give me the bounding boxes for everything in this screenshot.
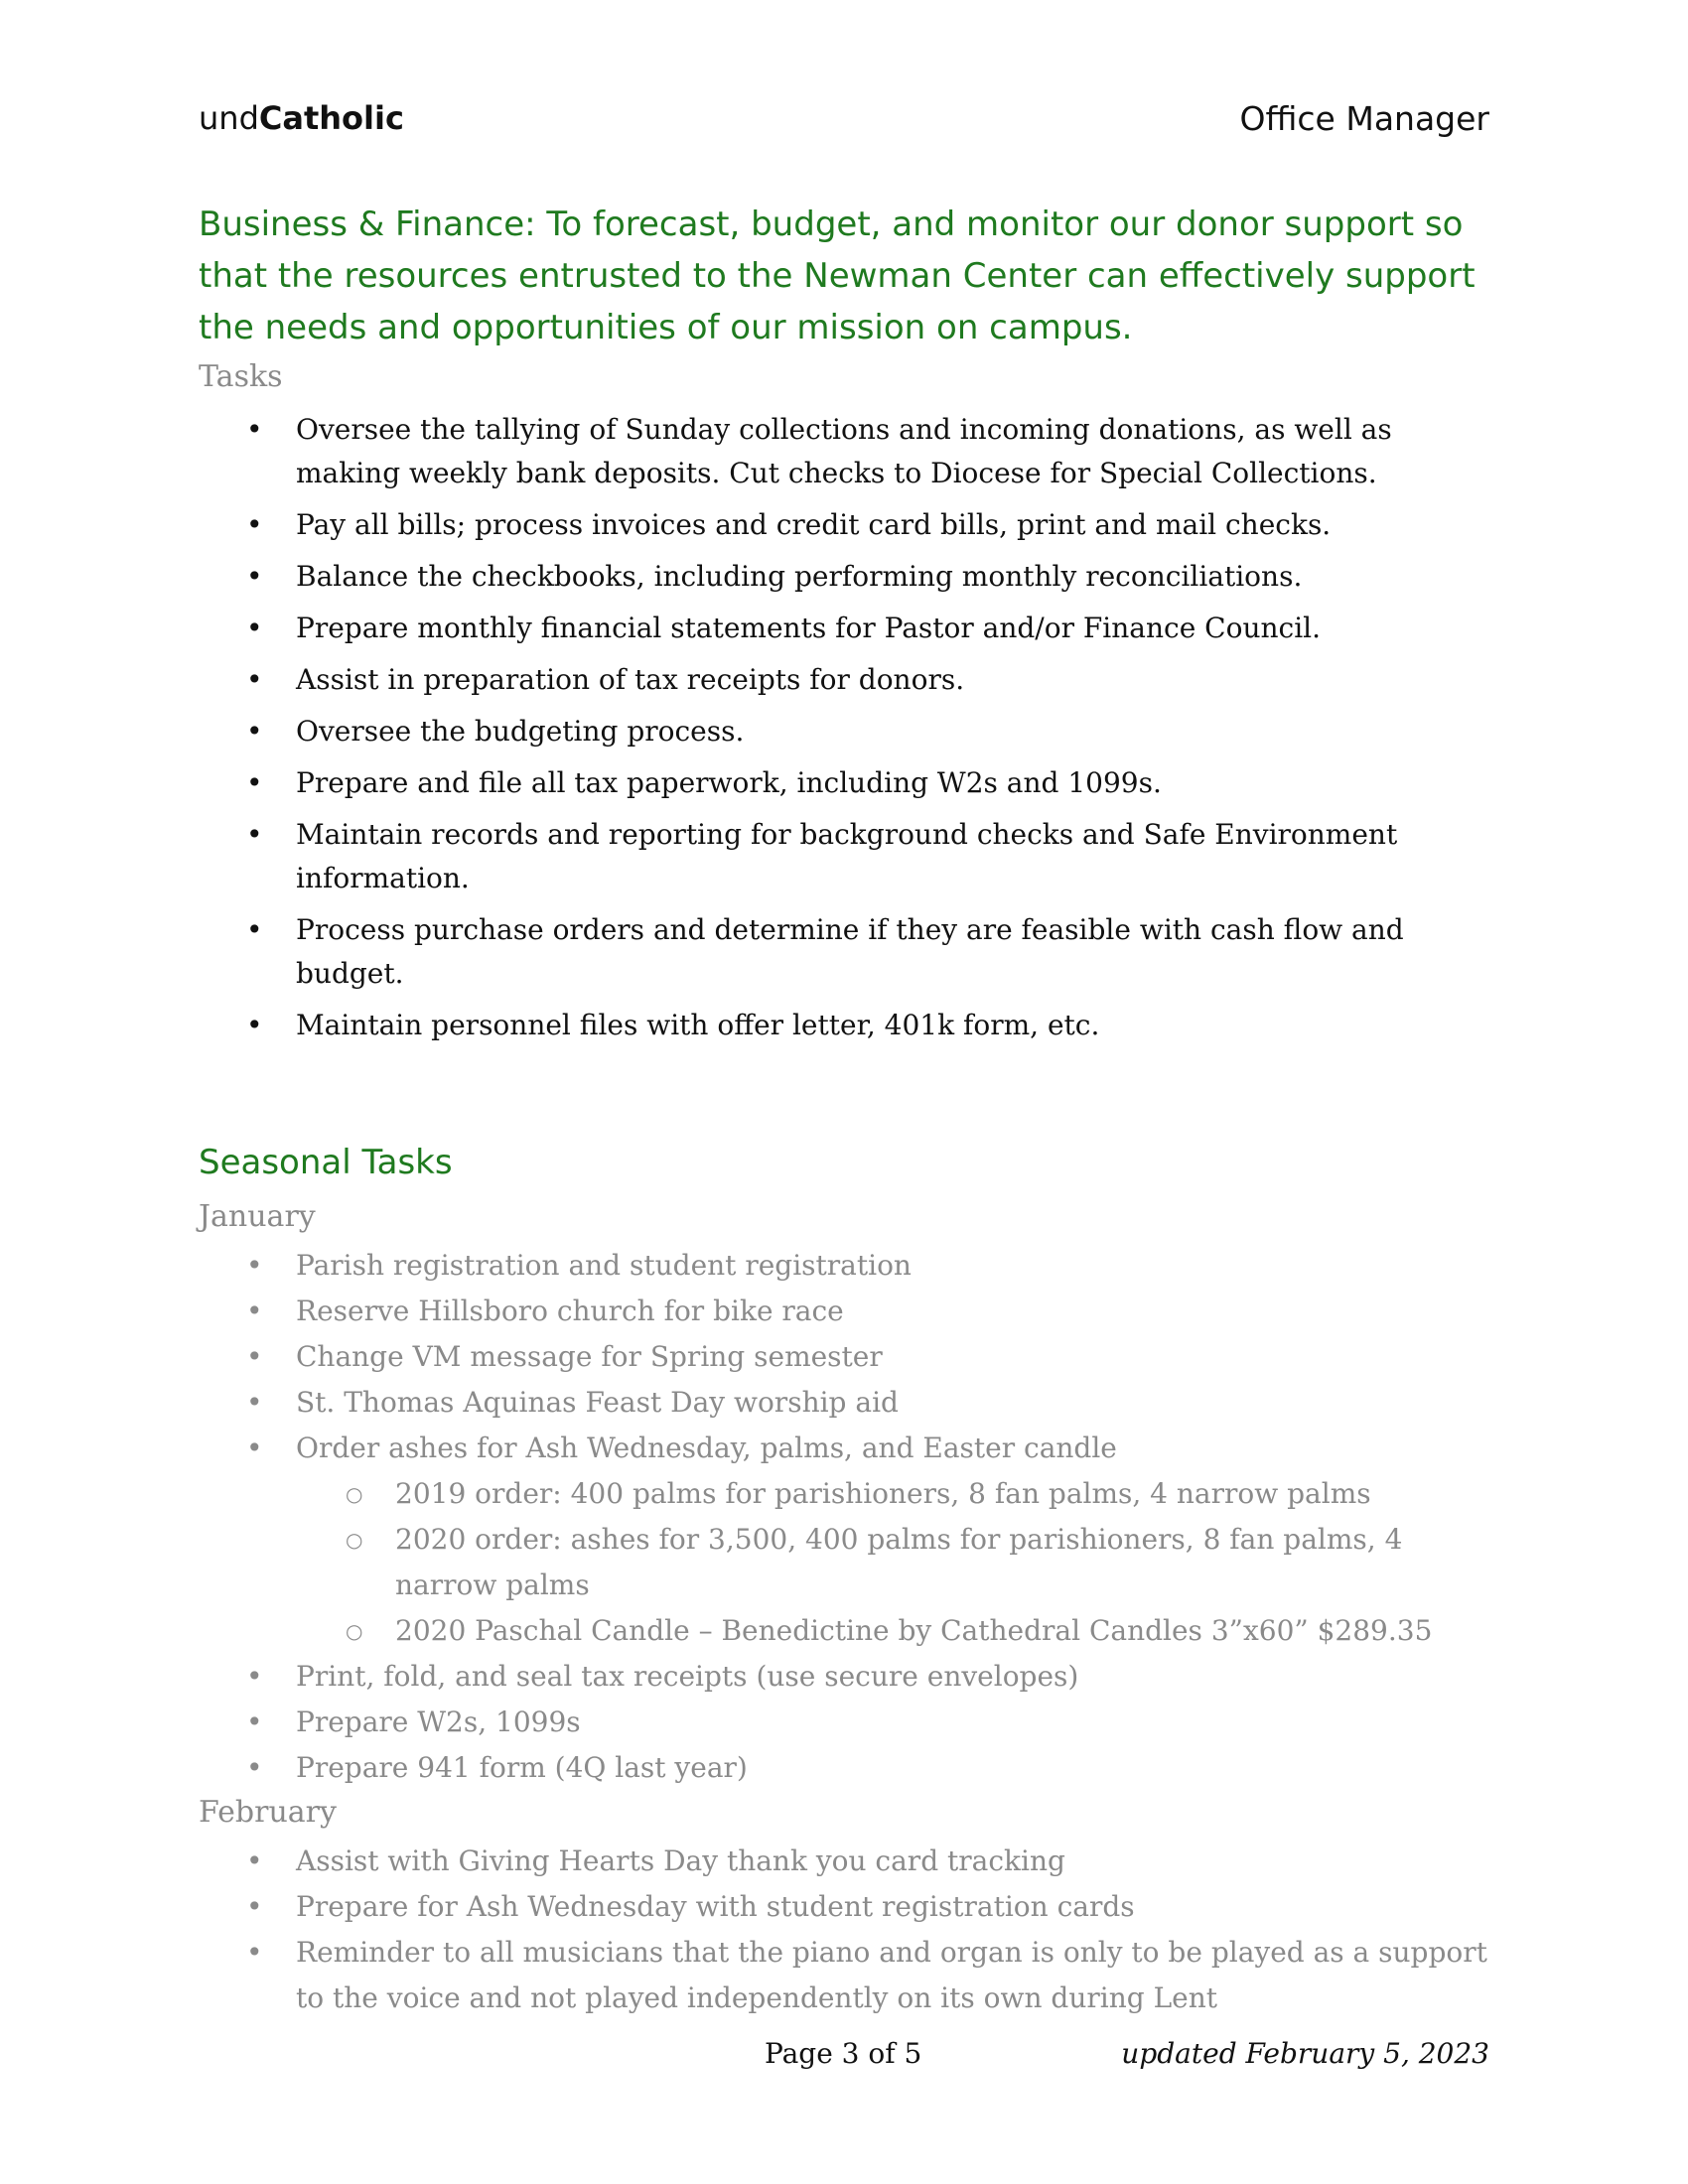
list-item: • Pay all bills; process invoices and credit card bills, print and mail checks. [199, 503, 1489, 547]
business-finance-title: Business & Finance: To forecast, budget, and monitor our donor support so that the resources entrusted to the Newman Center can effectively support the needs and opportunities of our mission on campus. [199, 205, 1476, 347]
list-item: • Process purchase orders and determine if they are feasible with cash flow and budget. [199, 908, 1489, 996]
list-item: • Balance the checkbooks, including performing monthly reconciliations. [199, 555, 1489, 599]
page-footer [199, 2037, 1489, 2077]
logo-prefix: und [199, 99, 259, 137]
tasks-label: Tasks [199, 359, 283, 394]
list-item: • Print, fold, and seal tax receipts (use secure envelopes) [199, 1654, 1499, 1700]
list-item: • Change VM message for Spring semester [199, 1334, 1499, 1380]
logo [199, 99, 404, 137]
palm-order-sublist [296, 1471, 1499, 1654]
list-item: • Prepare for Ash Wednesday with student registration cards [199, 1884, 1499, 1930]
sub-list-item: ○ 2020 order: ashes for 3,500, 400 palms for parishioners, 8 fan palms, 4 narrow palms [296, 1517, 1499, 1608]
business-task-list [199, 408, 1489, 1055]
february-label: February [199, 1795, 337, 1830]
february-task-list [199, 1839, 1499, 2021]
list-item-text: Order ashes for Ash Wednesday, palms, and Easter candle [296, 1432, 1117, 1464]
list-item [199, 1426, 1499, 1654]
list-item: • Prepare 941 form (4Q last year) [199, 1745, 1499, 1791]
list-item: • Prepare monthly financial statements for Pastor and/or Finance Council. [199, 607, 1489, 650]
list-item: • Assist in preparation of tax receipts for donors. [199, 658, 1489, 702]
list-item: • Reminder to all musicians that the piano and organ is only to be played as a support to the voice and not played independently on its own during Lent [199, 1930, 1499, 2021]
logo-bold: Catholic [258, 99, 404, 137]
list-item: • Oversee the budgeting process. [199, 710, 1489, 753]
sub-list-item: ○ 2020 Paschal Candle – Benedictine by Cathedral Candles 3”x60” $289.35 [296, 1608, 1499, 1654]
january-task-list [199, 1243, 1499, 1791]
seasonal-tasks-heading: Seasonal Tasks [199, 1143, 453, 1182]
list-item: • Maintain personnel files with offer letter, 401k form, etc. [199, 1004, 1489, 1047]
list-item: • Reserve Hillsboro church for bike race [199, 1289, 1499, 1334]
job-title: Office Manager [1239, 99, 1489, 138]
list-item: • Assist with Giving Hearts Day thank you card tracking [199, 1839, 1499, 1884]
sub-list-item: ○ 2019 order: 400 palms for parishioners, 8 fan palms, 4 narrow palms [296, 1471, 1499, 1517]
page-number: Page 3 of 5 [765, 2037, 922, 2070]
list-item: • Parish registration and student registration [199, 1243, 1499, 1289]
list-item: • Prepare W2s, 1099s [199, 1700, 1499, 1745]
list-item: • Oversee the tallying of Sunday collections and incoming donations, as well as making weekly bank deposits. Cut checks to Diocese for Special Collections. [199, 408, 1489, 495]
list-item: • Maintain records and reporting for background checks and Safe Environment information. [199, 813, 1489, 900]
january-label: January [199, 1199, 316, 1234]
page-header [199, 99, 1489, 149]
list-item: • Prepare and file all tax paperwork, including W2s and 1099s. [199, 761, 1489, 805]
updated-date: updated February 5, 2023 [1121, 2037, 1489, 2070]
list-item: • St. Thomas Aquinas Feast Day worship aid [199, 1380, 1499, 1426]
